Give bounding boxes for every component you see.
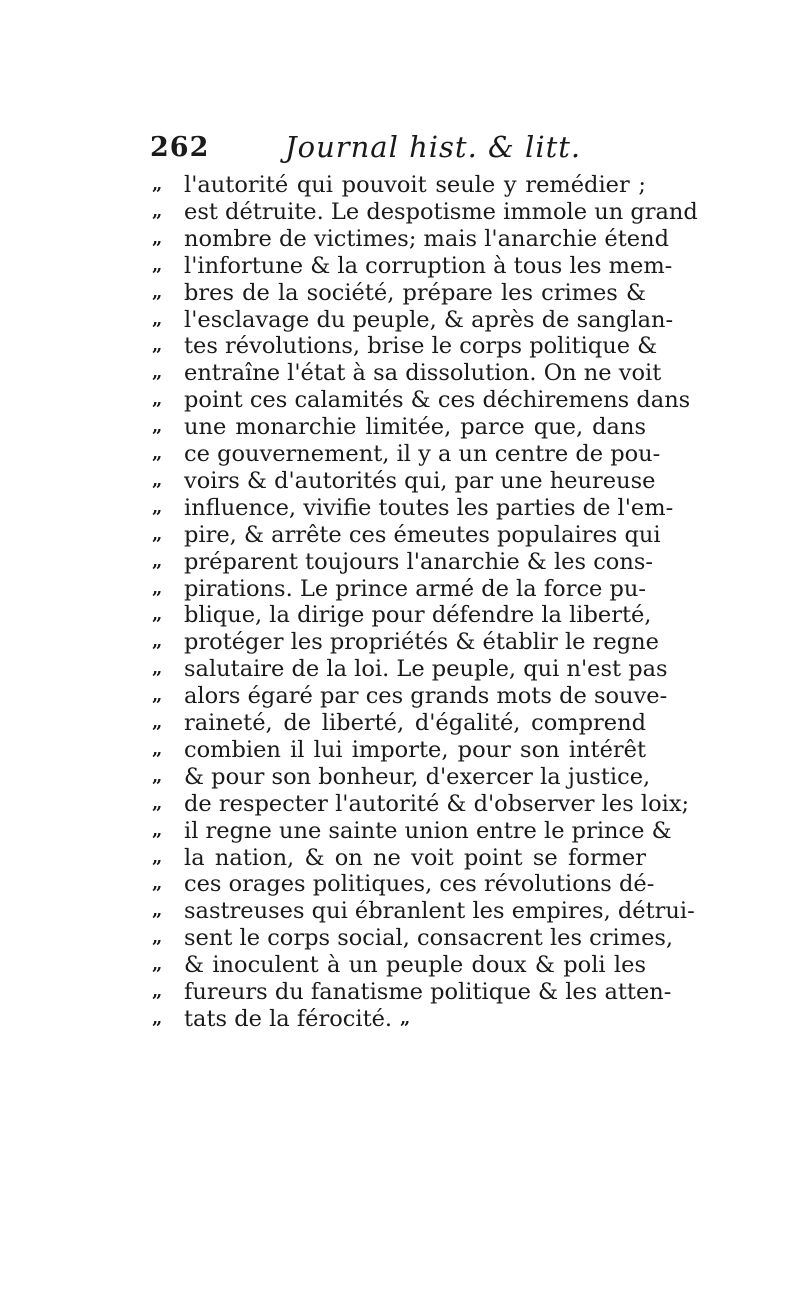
line-text: pirations. Le prince armé de la force pu- [184, 575, 647, 602]
text-line [0, 522, 800, 549]
line-text: entraîne l'état à sa dissolution. On ne voit [184, 360, 662, 387]
line-text: fureurs du fanatisme politique & les atten- [184, 979, 672, 1005]
line-text: l'esclavage du peuple, & après de sanglan- [184, 306, 674, 333]
quotation-mark: „ [152, 469, 162, 491]
closing-quotation-mark: „ [400, 1007, 411, 1029]
text-line [0, 791, 800, 818]
line-text: est détruite. Le despotisme immole un grand [184, 198, 698, 225]
line-text: l'infortune & la corruption à tous les mem- [184, 252, 673, 279]
line-text: bres de la société, prépare les crimes & [184, 279, 646, 306]
quotation-mark: „ [152, 362, 162, 384]
line-text: protéger les propriétés & établir le regne [184, 629, 659, 656]
quotation-mark: „ [152, 389, 162, 411]
text-line [0, 414, 800, 441]
text-line [0, 576, 800, 603]
quotation-mark: „ [152, 604, 162, 626]
quotation-mark: „ [152, 308, 162, 330]
line-text: & pour son bonheur, d'exercer la justice, [184, 763, 651, 790]
line-text: sent le corps social, consacrent les crimes, [184, 925, 674, 952]
quotation-mark: „ [152, 846, 162, 868]
text-line [0, 898, 800, 925]
text-line [0, 333, 800, 360]
quotation-mark: „ [152, 281, 162, 303]
text-line [0, 253, 800, 280]
line-text: combien il lui importe, pour son intérêt [184, 736, 646, 763]
text-line [0, 468, 800, 495]
running-title: Journal hist. & litt. [285, 130, 582, 164]
page-number: 262 [150, 132, 210, 163]
text-line [0, 226, 800, 253]
quotation-mark: „ [152, 227, 162, 249]
quotation-mark: „ [152, 738, 162, 760]
text-line [0, 199, 800, 226]
text-line [0, 925, 800, 952]
text-line [0, 683, 800, 710]
quotation-mark: „ [152, 765, 162, 787]
line-text: la nation, & on ne voit point se former [184, 844, 646, 871]
text-line [0, 1006, 800, 1033]
line-text: ces orages politiques, ces révolutions dé- [184, 871, 655, 898]
line-text: blique, la dirige pour défendre la liberté, [184, 602, 652, 629]
line-text: alors égaré par ces grands mots de souve- [184, 683, 668, 710]
text-line [0, 764, 800, 791]
quotation-mark: „ [152, 631, 162, 653]
line-text: il regne une sainte union entre le prince & [184, 817, 672, 844]
quotation-mark: „ [152, 523, 162, 545]
quotation-mark: „ [152, 174, 162, 195]
quotation-mark: „ [152, 792, 162, 814]
line-text: ce gouvernement, il y a un centre de pou- [184, 441, 661, 467]
quotation-mark: „ [152, 954, 162, 976]
quotation-mark: „ [152, 200, 162, 222]
quotation-mark: „ [152, 712, 162, 733]
line-text: nombre de victimes; mais l'anarchie étend [184, 225, 669, 252]
quotation-mark: „ [152, 335, 162, 357]
text-line [0, 818, 800, 845]
line-text: & inoculent à un peuple doux & poli les [184, 952, 646, 979]
text-line [0, 952, 800, 979]
quotation-mark: „ [152, 873, 162, 895]
line-text: salutaire de la loi. Le peuple, qui n'est pas [184, 656, 668, 683]
text-line [0, 979, 800, 1006]
page-header [150, 128, 650, 168]
line-text: point ces calamités & ces déchiremens dans [184, 387, 691, 414]
text-line [0, 710, 800, 737]
text-line [0, 172, 800, 199]
quotation-mark: „ [152, 416, 162, 438]
text-line [0, 656, 800, 683]
quotation-mark: „ [152, 254, 162, 276]
line-text: de respecter l'autorité & d'observer les loix; [184, 790, 690, 817]
quotation-mark: „ [152, 577, 162, 599]
quotation-mark: „ [152, 1007, 162, 1029]
quotation-mark: „ [152, 658, 162, 680]
line-text: influence, vivifie toutes les parties de l'em- [184, 494, 674, 521]
text-line [0, 441, 800, 468]
line-text: sastreuses qui ébranlent les empires, détrui- [184, 898, 695, 925]
text-line [0, 871, 800, 898]
text-line [0, 629, 800, 656]
quotation-mark: „ [152, 685, 162, 707]
line-text: raineté, de liberté, d'égalité, comprend [184, 710, 646, 736]
text-line [0, 845, 800, 872]
line-text: voirs & d'autorités qui, par une heureuse [184, 467, 656, 494]
quotation-mark: „ [152, 443, 162, 464]
text-line [0, 495, 800, 522]
quotation-mark: „ [152, 900, 162, 922]
line-text: pire, & arrête ces émeutes populaires qui [184, 521, 661, 548]
line-text: préparent toujours l'anarchie & les cons- [184, 548, 653, 575]
line-text: tats de la férocité. [184, 1005, 393, 1032]
line-text: tes révolutions, brise le corps politique & [184, 333, 658, 360]
text-line [0, 602, 800, 629]
text-line [0, 737, 800, 764]
quotation-mark: „ [152, 819, 162, 841]
text-line [0, 307, 800, 334]
line-text: une monarchie limitée, parce que, dans [184, 414, 646, 441]
quotation-mark: „ [152, 981, 162, 1002]
text-line [0, 360, 800, 387]
text-line [0, 549, 800, 576]
quotation-mark: „ [152, 927, 162, 949]
line-text: l'autorité qui pouvoit seule y remédier ; [184, 172, 646, 198]
text-line [0, 387, 800, 414]
quotation-mark: „ [152, 496, 162, 518]
text-line [0, 280, 800, 307]
quotation-mark: „ [152, 550, 162, 572]
